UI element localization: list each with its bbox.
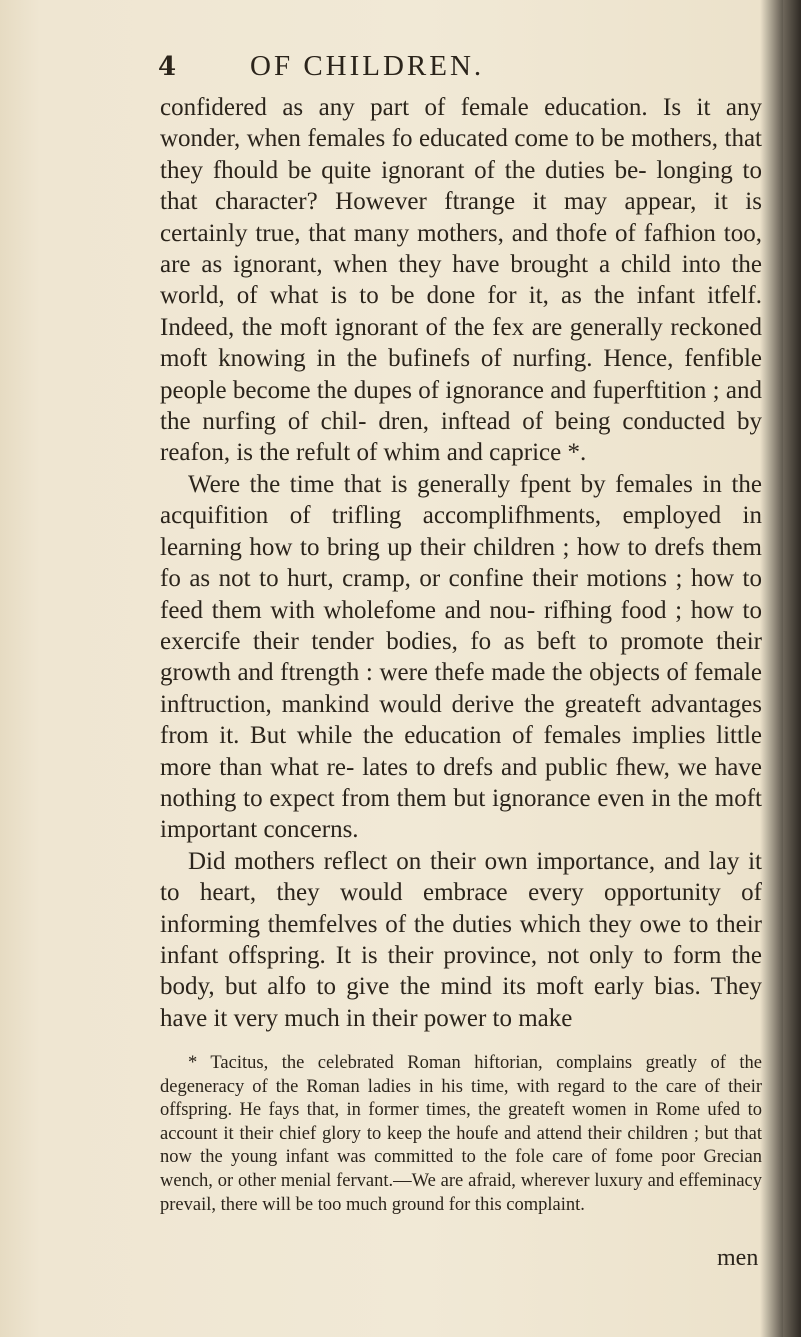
page-number: 4 (158, 52, 177, 82)
running-head: OF CHILDREN. (250, 50, 485, 82)
page-header (158, 50, 758, 90)
page-edge-shadow (783, 0, 801, 1337)
footnote: * Tacitus, the celebrated Roman hiftorian, complains greatly of the degeneracy of the Roman ladies in his time, with regard to the care of their offspring. He fays that, in former times, the greateft women in Rome ufed to account it their chief glory to keep the houfe and attend their children ; but that now the young infant was committed to the fole care of fome poor Grecian wench, or other menial fervant.—We are afraid, wherever luxury and effeminacy prevail, there will be too much ground for this complaint. (160, 1053, 762, 1215)
paragraph: Did mothers reflect on their own importance, and lay it to heart, they would embrace every opportunity of informing themfelves of the duties which they owe to their infant offspring. It is their province, not only to form the body, but alfo to give the mind its moft early bias. They have it very much in their power to make (160, 847, 762, 1032)
catchword: men (717, 1245, 759, 1271)
paragraph: Were the time that is generally fpent by females in the acquifition of trifling accomplifhments, employed in learning how to bring up their children ; how to drefs them fo as not to hurt, cramp, or confine their motions ; how to feed them with wholefome and nou- rifhing food ; how to exercife their tender bodies, fo as beft to promote their growth and ftrength : were thefe made the objects of female inftruction, mankind would derive the greateft advantages from it. But while the education of females implies little more than what re- lates to drefs and public fhew, we have nothing to expect from them but ignorance even in the moft important concerns. (160, 470, 762, 844)
body-text (160, 92, 762, 1034)
paragraph: confidered as any part of female education. Is it any wonder, when females fo educated come to be mothers, that they fhould be quite ignorant of the duties be- longing to that character? However ftrange it may appear, it is certainly true, that many mothers, and thofe of fafhion too, are as ignorant, when they have brought a child into the world, of what is to be done for it, as the infant itfelf. Indeed, the moft ignorant of the fex are generally reckoned moft knowing in the bufinefs of nurfing. Hence, fenfible people become the dupes of ignorance and fuperftition ; and the nurfing of chil- dren, inftead of being conducted by reafon, is the refult of whim and caprice *. (160, 94, 762, 467)
